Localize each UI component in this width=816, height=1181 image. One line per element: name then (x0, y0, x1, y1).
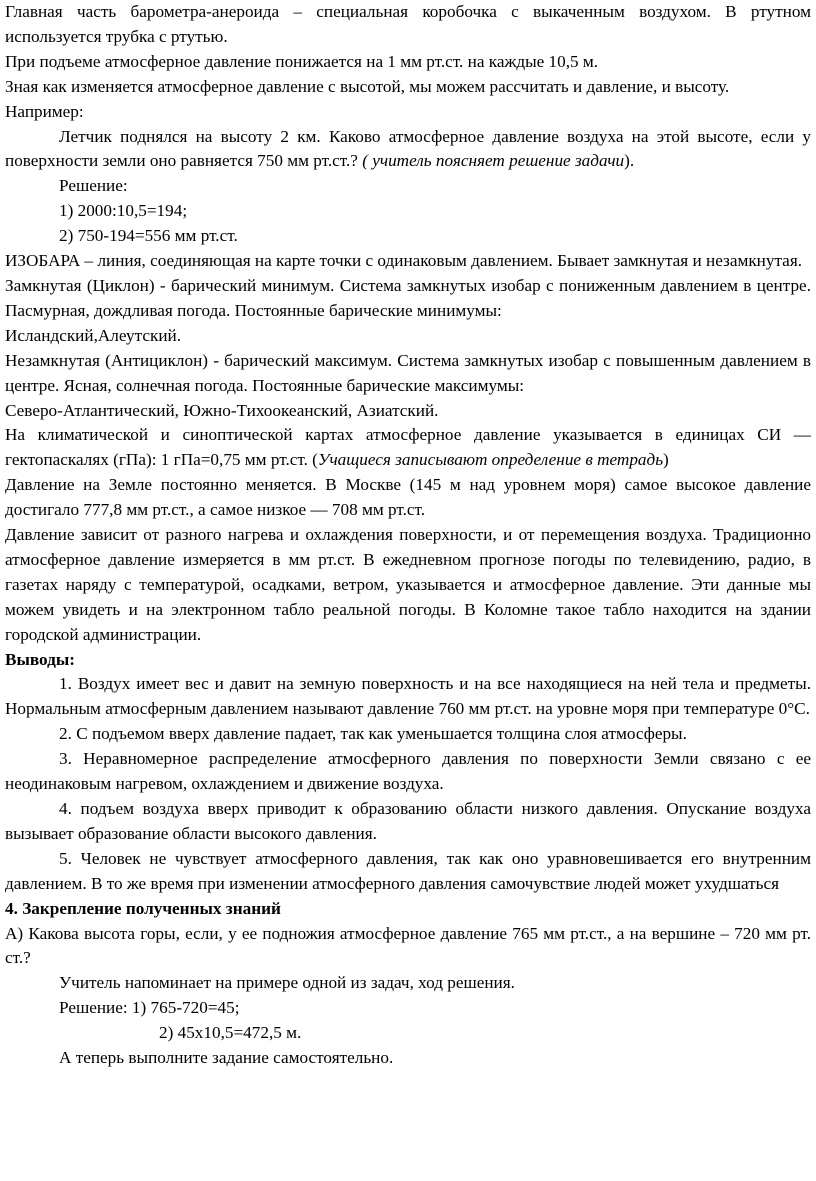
solution-step-1: 1) 2000:10,5=194; (59, 201, 188, 221)
task-a: А) Какова высота горы, если, у ее подножия атмосферное давление 765 мм рт.ст., а на вершине – 720 мм рт. ст.? (5, 923, 811, 968)
paragraph-cyclone: Замкнутая (Циклон) - барический минимум. Система замкнутых изобар с пониженным давлением в центре. Пасмурная, дождливая погода. Постоянные барические минимумы: (5, 275, 811, 320)
paragraph-cyclone-list: Исландский,Алеутский. (5, 325, 182, 345)
paragraph-moscow-pressure: Давление на Земле постоянно меняется. В Москве (145 м над уровнем моря) самое высокое давление достигало 777,8 мм рт.ст., а самое низкое — 708 мм рт.ст. (5, 475, 811, 520)
paragraph-si-units (5, 423, 811, 473)
paragraph-pilot-task (5, 125, 811, 175)
conclusion-2: 2. С подъемом вверх давление падает, так как уменьшается толщина слоя атмосферы. (59, 724, 687, 744)
independent-task-prompt: А теперь выполните задание самостоятельно. (59, 1048, 394, 1068)
conclusion-1: 1. Воздух имеет вес и давит на земную поверхность и на все находящиеся на ней тела и предметы. Нормальным атмосферным давлением называют давление 760 мм рт.ст. на уровне моря при температуре 0°С. (5, 674, 811, 719)
pilot-task-text: Летчик поднялся на высоту 2 км. Каково атмосферное давление воздуха на этой высоте, если у поверхности земли оно равняется 750 мм рт.ст.? (5, 126, 811, 171)
paragraph-barometer: Главная часть барометра-анероида – специальная коробочка с выкаченным воздухом. В ртутном используется трубка с ртутью. (5, 2, 811, 46)
task-a-solution-step-1: Решение: 1) 765-720=45; (59, 998, 240, 1018)
paragraph-isobar: ИЗОБАРА – линия, соединяющая на карте точки с одинаковым давлением. Бывает замкнутая и незамкнутая. (5, 251, 803, 271)
task-a-solution-step-2: 2) 45х10,5=472,5 м. (159, 1023, 302, 1043)
conclusion-3: 3. Неравномерное распределение атмосферного давления по поверхности Земли связано с ее неодинаковым нагревом, охлаждением и движение воздуха. (5, 749, 811, 794)
pilot-task-tail: ). (624, 151, 635, 171)
paragraph-forecast: Давление зависит от разного нагрева и охлаждения поверхности, и от перемещения воздуха. Традиционно атмосферное давление измеряется в мм рт.ст. В ежедневном прогнозе погоды по телевидению, радио, в газетах наряду с температурой, осадками, ветром, указывается и атмосферное давление. Эти данные мы можем увидеть и на электронном табло реальной погоды. В Коломне такое табло находится на здании городской администрации. (5, 525, 811, 644)
si-units-note: Учащиеся записывают определение в тетрадь (317, 450, 664, 470)
paragraph-anticyclone-list: Северо-Атлантический, Южно-Тихоокеанский, Азиатский. (5, 400, 439, 420)
teacher-reminder: Учитель напоминает на примере одной из задач, ход решения. (59, 973, 515, 993)
paragraph-example-label: Например: (5, 101, 84, 121)
paragraph-anticyclone: Незамкнутая (Антициклон) - барический максимум. Система замкнутых изобар с повышенным давлением в центре. Ясная, солнечная погода. Постоянные барические максимумы: (5, 350, 811, 395)
conclusion-5: 5. Человек не чувствует атмосферного давления, так как оно уравновешивается его внутренним давлением. В то же время при изменении атмосферного давления самочувствие людей может ухудшаться (5, 848, 811, 893)
si-units-tail: ) (663, 450, 669, 470)
paragraph-pressure-drop: При подъеме атмосферное давление понижается на 1 мм рт.ст. на каждые 10,5 м. (5, 51, 599, 71)
solution-label: Решение: (59, 176, 128, 196)
paragraph-calc-intro: Зная как изменяется атмосферное давление с высотой, мы можем рассчитать и давление, и высоту. (5, 76, 730, 96)
solution-step-2: 2) 750-194=556 мм рт.ст. (59, 226, 238, 246)
pilot-task-note: ( учитель поясняет решение задачи (362, 151, 625, 171)
section-heading-reinforcement: 4. Закрепление полученных знаний (5, 898, 281, 918)
conclusion-4: 4. подъем воздуха вверх приводит к образованию области низкого давления. Опускание воздуха вызывает образование области высокого давления. (5, 799, 811, 843)
conclusions-heading: Выводы: (5, 649, 75, 669)
si-units-text: На климатической и синоптической картах атмосферное давление указывается в единицах СИ — гектопаскалях (гПа): 1 гПа=0,75 мм рт.ст. ( (5, 425, 811, 470)
